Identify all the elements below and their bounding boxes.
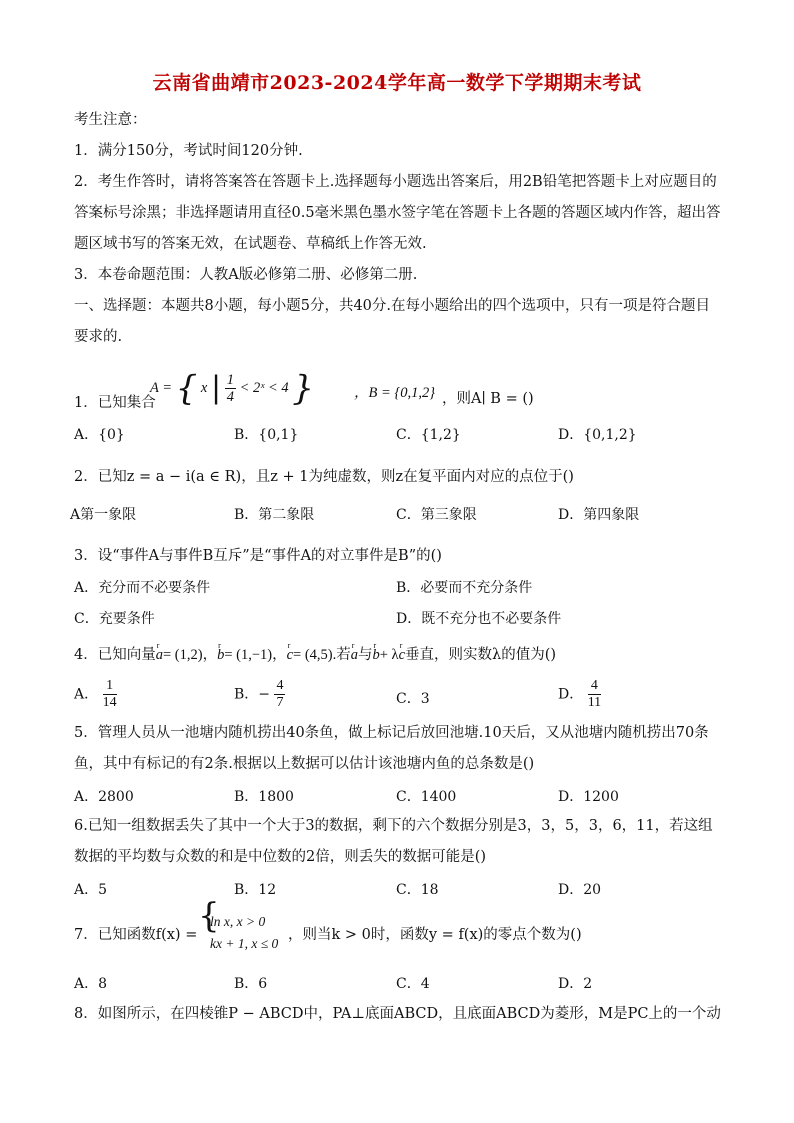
question-2: 2．已知z = a − i(a ∈ R)，且z + 1为纯虚数，则z在复平面内对应的点位于() — [74, 469, 574, 485]
q3-option-d: D．既不充分也不必要条件 — [396, 611, 562, 627]
q4-option-a: A． $\frac{1}{14}$ — [74, 678, 117, 710]
q3-option-c: C．充要条件 — [74, 611, 155, 627]
q7-option-a: A．8 — [74, 976, 108, 992]
q4-option-d: D． $\frac{4}{11}$ — [558, 678, 602, 710]
q2-option-d: D．第四象限 — [558, 507, 640, 523]
q2-option-b: B．第二象限 — [234, 507, 315, 523]
vector-a: r a — [156, 645, 163, 665]
q1-option-c: C．{1,2} — [396, 427, 461, 443]
page-title: 云南省曲靖市2023-2024学年高一数学下学期期末考试 — [152, 72, 642, 94]
q7-case-1: ln x, x > 0 — [210, 914, 266, 929]
q2-option-a: A第一象限 — [70, 507, 137, 523]
q5-option-d: D．1200 — [558, 789, 619, 805]
vector-b: r b — [217, 645, 224, 665]
question-5: 5．管理人员从一池塘内随机捞出40条鱼，做上标记后放回池塘.10天后，又从池塘内随机捞出70条鱼，其中有标记的有2条.根据以上数据可以估计该池塘内鱼的总条数是() — [74, 725, 709, 772]
question-8: 8．如图所示，在四棱锥P − ABCD中，PA⊥底面ABCD，且底面ABCD为菱形，M是PC上的一个动 — [74, 1006, 721, 1022]
q5-option-a: A．2800 — [74, 789, 134, 805]
q5-option-b: B．1800 — [234, 789, 294, 805]
q3-option-a: A．充分而不必要条件 — [74, 580, 211, 596]
notice-1: 1．满分150分，考试时间120分钟. — [74, 143, 303, 159]
q7-prefix: 7．已知函数f(x) = — [74, 927, 198, 943]
exam-page: 云南省曲靖市2023-2024学年高一数学下学期期末考试 考生注意： 1．满分150分，考试时间120分钟. 2．考生作答时，请将答案答在答题卡上.选择题每小题选出答案后，用2B铅笔把答题卡上对应题目的答案标号涂黑；非选择题请用直径0.5毫米黑色墨水签字笔在答题卡上各题的答题区域内作答，超出答题区域书写的答案无效，在试题卷、草稿纸上作答无效. 3．本卷命题范围：人教A版必修第二册、必修第二册. 一、选择题：本题共8小题，每小题5分，共40分.在每小题给出的四个选项中，只有一项是符合题目要求的. 1．已知集合 A = { x | $\frac{1}{4}$ < 2ˣ < 4 } ，B = {0,1,2} ，则A∣ B = () A．{0} B．{0,1} C．{1,2} D．{0,1,2} 2．已知z = a − i(a ∈ R)，且z + 1为纯虚数，则z在复平面内对应的点位于() A第一象限 B．第二象限 C．第三象限 D．第四象限 3．设“事件A与事件B互斥”是“事件A的对立事件是B”的() A．充分而不必要条件 B．必要而不充分条件 C．充要条件 D．既不充分也不必要条件 4．已知向量r a= (1,2)，r b= (1,−1)，r c= (4,5).若r a与r b+ λr c垂直，则实数λ的值为() A． $\frac{1}{14}$ B．− $\frac{4}{7}$ C．3 D． $\frac{4}{11}$ 5．管理人员从一池塘内随机捞出40条鱼，做上标记后放回池塘.10天后，又从池塘内随机捞出70条鱼，其中有标记的有2条.根据以上数据可以估计该池塘内鱼的总条数是() A．2800 B．1800 C．1400 D．1200 6.已知一组数据丢失了其中一个大于3的数据，剩下的六个数据分别是3，3，5，3，6，11，若这组数据的平均数与众数的和是中位数的2倍，则丢失的数据可能是() A．5 B．12 C．18 D．20 7．已知函数f(x) = { ln x, x > 0 kx + 1, x ≤ 0 ，则当k > 0时，函数y = f(x)的零点个数为() A．8 B．6 C．4 D．2 8．如图所示，在四棱锥P − ABCD中，PA⊥底面ABCD，且底面ABCD为菱形，M是PC上的一个动 — [0, 0, 794, 1123]
q1-prefix: 1．已知集合 — [74, 395, 156, 411]
q1-setA-ineq: < 2ˣ < 4 — [239, 379, 289, 396]
q6-option-a: A．5 — [74, 882, 108, 898]
q3-option-b: B．必要而不充分条件 — [396, 580, 533, 596]
q4-option-c: C．3 — [396, 691, 430, 707]
q7-case-2: kx + 1, x ≤ 0 — [210, 936, 279, 951]
q1-option-b: B．{0,1} — [234, 427, 299, 443]
q7-option-b: B．6 — [234, 976, 268, 992]
q4-option-b: B．− $\frac{4}{7}$ — [234, 678, 284, 710]
question-6: 6.已知一组数据丢失了其中一个大于3的数据，剩下的六个数据分别是3，3，5，3，6，11，若这组数据的平均数与众数的和是中位数的2倍，则丢失的数据可能是() — [74, 818, 713, 865]
q1-fraction: $\frac{1}{4}$ — [226, 372, 234, 405]
q7-suffix: ，则当k > 0时，函数y = f(x)的零点个数为() — [288, 927, 582, 943]
q6-option-c: C．18 — [396, 882, 439, 898]
q7-option-c: C．4 — [396, 976, 430, 992]
q2-option-c: C．第三象限 — [396, 507, 477, 523]
q5-option-c: C．1400 — [396, 789, 457, 805]
vector-c: r c — [287, 645, 293, 665]
section-1-heading: 一、选择题：本题共8小题，每小题5分，共40分.在每小题给出的四个选项中，只有一项是符合题目要求的. — [74, 298, 711, 345]
q1-option-d: D．{0,1,2} — [558, 427, 637, 443]
q1-setA-var: x — [200, 379, 208, 396]
q6-option-d: D．20 — [558, 882, 602, 898]
q1-setA-lhs: A = — [150, 379, 173, 396]
q1-option-a: A．{0} — [74, 427, 125, 443]
q1-ask: ，则A∣ B = () — [442, 391, 534, 407]
question-4: 4．已知向量r a= (1,2)，r b= (1,−1)，r c= (4,5).若r a与r b+ λr c垂直，则实数λ的值为() — [74, 645, 556, 665]
q6-option-b: B．12 — [234, 882, 277, 898]
question-3: 3．设“事件A与事件B互斥”是“事件A的对立事件是B”的() — [74, 548, 442, 564]
notice-heading: 考生注意： — [74, 112, 147, 128]
notice-3: 3．本卷命题范围：人教A版必修第二册、必修第二册. — [74, 267, 418, 283]
q1-setB: ，B = {0,1,2} — [354, 385, 435, 401]
notice-2: 2．考生作答时，请将答案答在答题卡上.选择题每小题选出答案后，用2B铅笔把答题卡上对应题目的答案标号涂黑；非选择题请用直径0.5毫米黑色墨水签字笔在答题卡上各题的答题区域内作答，超出答题区域书写的答案无效，在试题卷、草稿纸上作答无效. — [74, 174, 721, 252]
q7-option-d: D．2 — [558, 976, 593, 992]
